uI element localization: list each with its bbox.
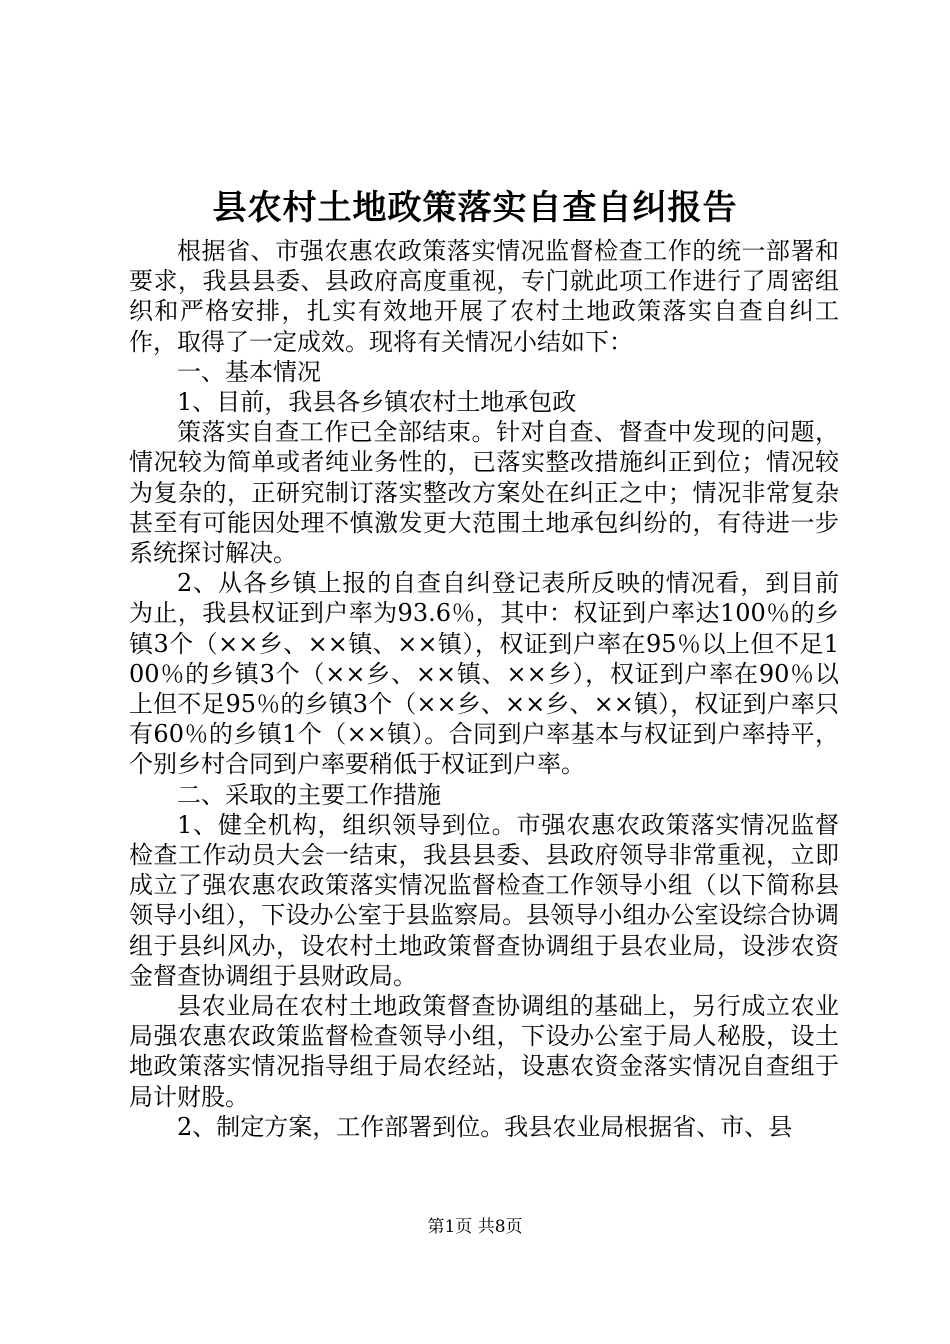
document-title: 县农村土地政策落实自查自纠报告 (212, 188, 738, 228)
paragraph-measure-1: 1、健全机构，组织领导到位。市强农惠农政策落实情况监督检查工作动员大会一结束，我县县委、县政府领导非常重视，立即成立了强农惠农政策落实情况监督检查工作领导小组（以下简称县领导小组），下设办公室于县监察局。县领导小组办公室设综合协调组于县纠风办，设农村土地政策督查协调组于县农业局，设涉农资金督查协调组于县财政局。 (129, 810, 839, 990)
paragraph-item-1-body: 策落实自查工作已全部结束。针对自查、督查中发现的问题，情况较为简单或者纯业务性的，已落实整改措施纠正到位；情况较为复杂的，正研究制订落实整改方案处在纠正之中；情况非常复杂甚至有可能因处理不慎激发更大范围土地承包纠纷的，有待进一步系统探讨解决。 (129, 418, 839, 568)
page-number-footer: 第1页 共8页 (427, 1217, 523, 1237)
document-body (129, 236, 839, 1142)
section-heading-basic-situation: 一、基本情况 (177, 357, 321, 386)
paragraph-item-1-heading: 1、目前，我县各乡镇农村土地承包政 (177, 388, 577, 417)
paragraph-item-2-statistics: 2、从各乡镇上报的自查自纠登记表所反映的情况看，到目前为止，我县权证到户率为93.6％，其中：权证到户率达100％的乡镇3个（××乡、××镇、××镇），权证到户率在95％以上但不足100％的乡镇3个（××乡、××镇、××乡），权证到户率在90％以上但不足95％的乡镇3个（××乡、××乡、××镇），权证到户率只有60％的乡镇1个（××镇）。合同到户率基本与权证到户率持平，个别乡村合同到户率要稍低于权证到户率。 (129, 569, 839, 779)
section-heading-measures: 二、采取的主要工作措施 (177, 780, 441, 809)
paragraph-measure-2: 2、制定方案，工作部署到位。我县农业局根据省、市、县 (177, 1112, 793, 1141)
paragraph-agriculture-bureau: 县农业局在农村土地政策督查协调组的基础上，另行成立农业局强农惠农政策监督检查领导小组，下设办公室于局人秘股，设土地政策落实情况指导组于局农经站，设惠农资金落实情况自查组于局计财股。 (129, 992, 839, 1111)
paragraph-intro: 根据省、市强农惠农政策落实情况监督检查工作的统一部署和要求，我县县委、县政府高度重视，专门就此项工作进行了周密组织和严格安排，扎实有效地开展了农村土地政策落实自查自纠工作，取得了一定成效。现将有关情况小结如下： (129, 237, 839, 356)
